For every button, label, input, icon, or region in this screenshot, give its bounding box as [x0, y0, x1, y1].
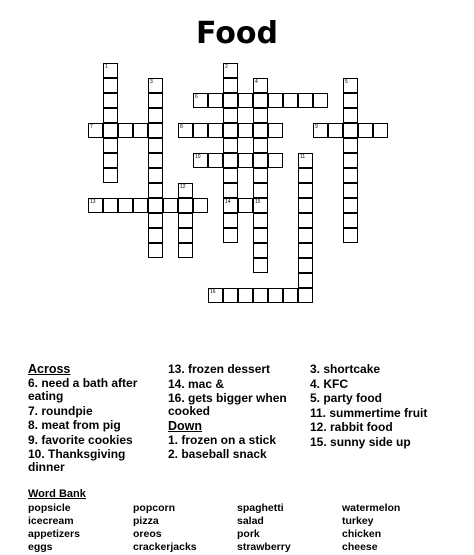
- clue-number: 14: [225, 199, 231, 205]
- crossword-cell[interactable]: [283, 288, 298, 303]
- crossword-cell[interactable]: [343, 108, 358, 123]
- clue-down-1: 1. frozen on a stick: [168, 432, 277, 447]
- crossword-cell[interactable]: [253, 138, 268, 153]
- word-bank-word: salad: [237, 515, 264, 527]
- crossword-cell[interactable]: [103, 93, 118, 108]
- clue-across-6: 6. need a bath after eating: [28, 376, 138, 403]
- clue-down-12: 12. rabbit food: [310, 420, 393, 434]
- clue-across-7: 7. roundpie: [28, 403, 93, 418]
- crossword-cell[interactable]: [178, 228, 193, 243]
- crossword-cell[interactable]: [253, 78, 268, 93]
- clue-number: 11: [300, 154, 306, 160]
- word-bank-word: spaghetti: [237, 502, 284, 514]
- crossword-cell[interactable]: [268, 123, 283, 138]
- word-bank-word: watermelon: [342, 502, 401, 514]
- clue-down-15: 15. sunny side up: [310, 434, 411, 449]
- word-bank-word: cheese: [342, 541, 378, 553]
- crossword-cell[interactable]: [268, 93, 283, 108]
- clues-column-3: [310, 363, 450, 450]
- crossword-cell[interactable]: [148, 78, 163, 93]
- crossword-cell[interactable]: [343, 93, 358, 108]
- clues-column-2: [168, 363, 298, 463]
- crossword-cell[interactable]: [208, 153, 223, 168]
- crossword-cell[interactable]: [193, 123, 208, 138]
- crossword-cell[interactable]: [223, 183, 238, 198]
- crossword-cell[interactable]: [298, 273, 313, 288]
- crossword-cell[interactable]: [253, 258, 268, 273]
- word-bank-word: chicken: [342, 528, 382, 540]
- clue-number: 1: [105, 64, 108, 70]
- crossword-cell[interactable]: [238, 93, 253, 108]
- crossword-cell[interactable]: [253, 183, 268, 198]
- clue-down-3: 3. shortcake: [310, 362, 381, 376]
- crossword-cell[interactable]: [103, 63, 118, 78]
- crossword-cell[interactable]: [223, 228, 238, 243]
- crossword-cell[interactable]: [343, 198, 358, 213]
- word-bank-word: turkey: [342, 515, 374, 527]
- word-bank-word: icecream: [28, 515, 74, 527]
- word-bank-word: appetizers: [28, 528, 80, 540]
- clue-down-11: 11. summertime fruit: [310, 405, 428, 420]
- crossword-cell[interactable]: [133, 123, 148, 138]
- word-bank-word: pork: [237, 528, 260, 540]
- crossword-cell[interactable]: [298, 93, 313, 108]
- down-heading: Down: [168, 418, 203, 433]
- clue-across-14: 14. mac &: [168, 376, 225, 391]
- word-bank-word: oreos: [133, 528, 162, 540]
- crossword-cell[interactable]: [313, 123, 328, 138]
- clue-number: 7: [90, 124, 93, 130]
- crossword-cell[interactable]: [103, 138, 118, 153]
- crossword-cell[interactable]: [298, 243, 313, 258]
- crossword-cell[interactable]: [133, 198, 148, 213]
- crossword-cell[interactable]: [298, 153, 313, 168]
- crossword-cell[interactable]: [148, 243, 163, 258]
- crossword-cell[interactable]: [343, 228, 358, 243]
- clue-number: 12: [180, 184, 186, 190]
- crossword-cell[interactable]: [343, 153, 358, 168]
- crossword-cell[interactable]: [208, 93, 223, 108]
- crossword-cell[interactable]: [178, 213, 193, 228]
- crossword-cell[interactable]: [343, 168, 358, 183]
- crossword-cell[interactable]: [223, 138, 238, 153]
- word-bank-word: strawberry: [237, 541, 291, 553]
- crossword-cell[interactable]: [253, 243, 268, 258]
- crossword-cell[interactable]: [88, 123, 103, 138]
- crossword-cell[interactable]: [148, 93, 163, 108]
- crossword-cell[interactable]: [373, 123, 388, 138]
- crossword-cell[interactable]: [118, 198, 133, 213]
- word-bank-word: crackerjacks: [133, 541, 197, 553]
- crossword-cell[interactable]: [178, 198, 193, 213]
- crossword-cell[interactable]: [103, 168, 118, 183]
- clue-down-2: 2. baseball snack: [168, 447, 267, 461]
- crossword-cell[interactable]: [298, 288, 313, 303]
- crossword-cell[interactable]: [298, 198, 313, 213]
- clue-across-13: 13. frozen dessert: [168, 362, 271, 376]
- crossword-cell[interactable]: [343, 123, 358, 138]
- clue-down-5: 5. party food: [310, 391, 383, 405]
- crossword-cell[interactable]: [148, 108, 163, 123]
- word-bank-word: popcorn: [133, 502, 175, 514]
- word-bank-title: Word Bank: [28, 488, 86, 500]
- crossword-cell[interactable]: [253, 198, 268, 213]
- crossword-cell[interactable]: [88, 198, 103, 213]
- crossword-cell[interactable]: [163, 198, 178, 213]
- crossword-cell[interactable]: [148, 123, 163, 138]
- crossword-cell[interactable]: [223, 108, 238, 123]
- crossword-cell[interactable]: [358, 123, 373, 138]
- crossword-cell[interactable]: [223, 153, 238, 168]
- clue-number: 10: [195, 154, 201, 160]
- clue-down-4: 4. KFC: [310, 376, 349, 391]
- word-bank-word: popsicle: [28, 502, 71, 514]
- crossword-cell[interactable]: [238, 288, 253, 303]
- clue-number: 16: [210, 289, 216, 295]
- crossword-cell[interactable]: [148, 168, 163, 183]
- crossword-cell[interactable]: [103, 198, 118, 213]
- crossword-cell[interactable]: [298, 258, 313, 273]
- crossword-cell[interactable]: [103, 108, 118, 123]
- crossword-cell[interactable]: [223, 63, 238, 78]
- crossword-cell[interactable]: [148, 138, 163, 153]
- crossword-cell[interactable]: [298, 168, 313, 183]
- crossword-cell[interactable]: [193, 153, 208, 168]
- crossword-cell[interactable]: [193, 198, 208, 213]
- clues-column-1: [28, 363, 158, 476]
- crossword-cell[interactable]: [103, 123, 118, 138]
- across-heading: Across: [28, 362, 71, 376]
- clue-number: 8: [180, 124, 183, 130]
- clue-number: 13: [90, 199, 96, 205]
- crossword-cell[interactable]: [223, 213, 238, 228]
- clue-number: 9: [315, 124, 318, 130]
- crossword-cell[interactable]: [208, 288, 223, 303]
- crossword-cell[interactable]: [298, 228, 313, 243]
- crossword-cell[interactable]: [103, 153, 118, 168]
- crossword-cell[interactable]: [223, 78, 238, 93]
- crossword-cell[interactable]: [253, 288, 268, 303]
- crossword-cell[interactable]: [253, 153, 268, 168]
- crossword-cell[interactable]: [178, 123, 193, 138]
- crossword-cell[interactable]: [193, 93, 208, 108]
- crossword-cell[interactable]: [223, 168, 238, 183]
- crossword-cell[interactable]: [148, 153, 163, 168]
- crossword-cell[interactable]: [343, 213, 358, 228]
- puzzle-title: Food: [196, 16, 278, 51]
- crossword-cell[interactable]: [328, 123, 343, 138]
- word-bank-word: eggs: [28, 541, 53, 553]
- clue-number: 6: [195, 94, 198, 100]
- crossword-cell[interactable]: [223, 123, 238, 138]
- crossword-cell[interactable]: [208, 123, 223, 138]
- crossword-cell[interactable]: [178, 243, 193, 258]
- crossword-cell[interactable]: [223, 198, 238, 213]
- crossword-cell[interactable]: [253, 213, 268, 228]
- clue-across-10: 10. Thanksgiving dinner: [28, 447, 126, 474]
- crossword-cell[interactable]: [268, 288, 283, 303]
- clue-number: 4: [255, 79, 258, 85]
- crossword-cell[interactable]: [223, 288, 238, 303]
- crossword-cell[interactable]: [178, 183, 193, 198]
- clue-number: 15: [255, 199, 261, 205]
- crossword-cell[interactable]: [343, 78, 358, 93]
- crossword-cell[interactable]: [253, 108, 268, 123]
- crossword-cell[interactable]: [343, 183, 358, 198]
- crossword-cell[interactable]: [253, 93, 268, 108]
- crossword-cell[interactable]: [148, 183, 163, 198]
- crossword-cell[interactable]: [313, 93, 328, 108]
- clue-number: 3: [150, 79, 153, 85]
- crossword-cell[interactable]: [268, 153, 283, 168]
- crossword-cell[interactable]: [298, 213, 313, 228]
- word-bank-word: pizza: [133, 515, 159, 527]
- clue-number: 2: [225, 64, 228, 70]
- clue-across-8: 8. meat from pig: [28, 418, 121, 432]
- crossword-cell[interactable]: [298, 183, 313, 198]
- crossword-cell[interactable]: [118, 123, 133, 138]
- crossword-cell[interactable]: [148, 213, 163, 228]
- crossword-cell[interactable]: [148, 228, 163, 243]
- crossword-cell[interactable]: [238, 198, 253, 213]
- crossword-cell[interactable]: [283, 93, 298, 108]
- crossword-cell[interactable]: [253, 228, 268, 243]
- clue-across-9: 9. favorite cookies: [28, 432, 133, 447]
- clue-number: 5: [345, 79, 348, 85]
- crossword-cell[interactable]: [223, 93, 238, 108]
- crossword-cell[interactable]: [253, 168, 268, 183]
- crossword-cell[interactable]: [103, 78, 118, 93]
- crossword-cell[interactable]: [343, 138, 358, 153]
- crossword-cell[interactable]: [148, 198, 163, 213]
- crossword-cell[interactable]: [253, 123, 268, 138]
- clue-across-16: 16. gets bigger when cooked: [168, 391, 287, 418]
- crossword-cell[interactable]: [238, 123, 253, 138]
- crossword-cell[interactable]: [238, 153, 253, 168]
